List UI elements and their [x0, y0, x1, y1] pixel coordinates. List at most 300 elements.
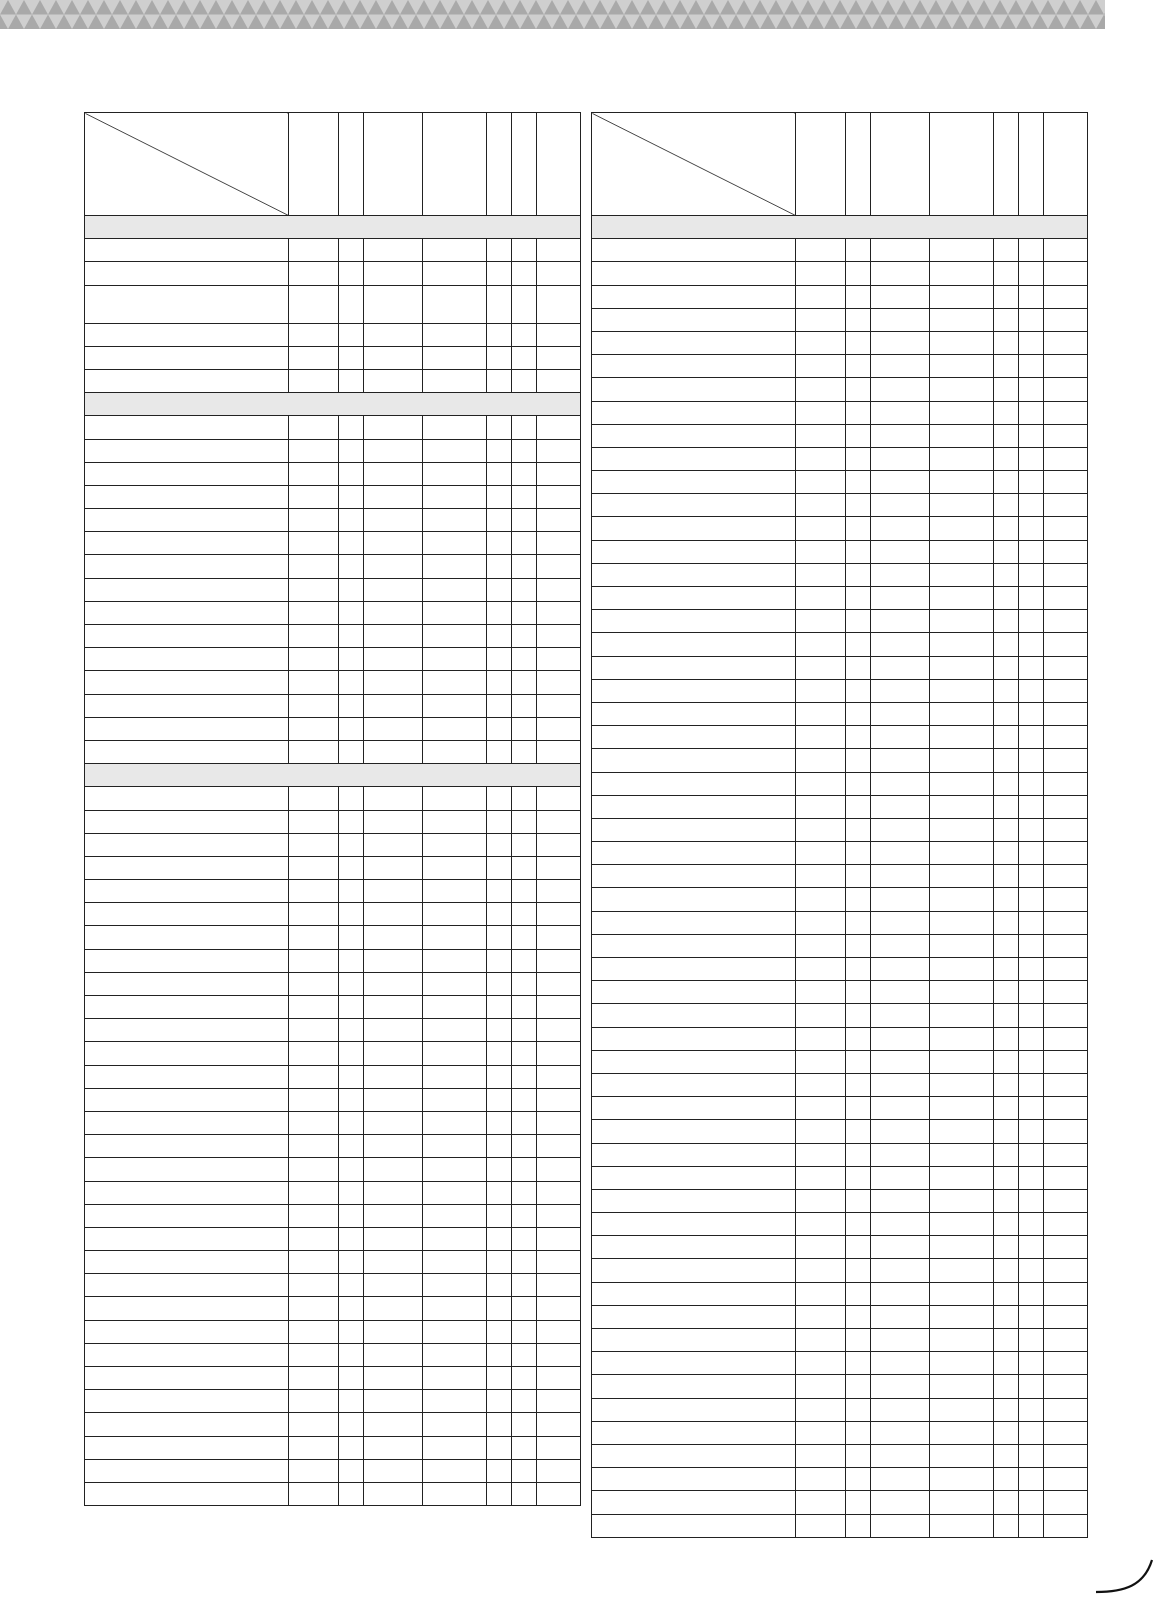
table-cell — [423, 903, 487, 926]
table-cell — [796, 911, 846, 934]
table-cell — [592, 795, 796, 818]
table-cell — [423, 694, 487, 717]
table-cell — [512, 717, 537, 740]
table-cell — [423, 1181, 487, 1204]
table-row — [85, 1413, 581, 1436]
table-cell — [796, 308, 846, 331]
table-cell — [1044, 355, 1088, 378]
table-cell — [423, 717, 487, 740]
table-cell — [423, 555, 487, 578]
table-cell — [796, 1073, 846, 1096]
table-cell — [1019, 540, 1044, 563]
table-cell — [537, 1065, 581, 1088]
table-cell — [85, 416, 289, 439]
table-cell — [423, 1320, 487, 1343]
table-cell — [85, 462, 289, 485]
table-cell — [85, 1204, 289, 1227]
table-row — [85, 1367, 581, 1390]
table-cell — [1019, 1097, 1044, 1120]
table-cell — [423, 1042, 487, 1065]
table-cell — [796, 1120, 846, 1143]
table-cell — [871, 656, 930, 679]
table-cell — [846, 517, 871, 540]
table-cell — [1044, 1143, 1088, 1166]
table-cell — [994, 587, 1019, 610]
table-cell — [871, 1050, 930, 1073]
table-cell — [1019, 1375, 1044, 1398]
table-cell — [512, 485, 537, 508]
table-cell — [85, 671, 289, 694]
table-cell — [487, 532, 512, 555]
header-cell — [994, 113, 1019, 216]
table-cell — [994, 471, 1019, 494]
table-cell — [512, 949, 537, 972]
table-cell — [796, 702, 846, 725]
table-cell — [930, 1259, 994, 1282]
table-cell — [512, 787, 537, 810]
table-cell — [871, 842, 930, 865]
table-cell — [592, 1166, 796, 1189]
table-cell — [423, 996, 487, 1019]
table-cell — [871, 726, 930, 749]
table-cell — [592, 447, 796, 470]
table-row — [592, 981, 1088, 1004]
table-cell — [994, 355, 1019, 378]
table-cell — [85, 239, 289, 262]
table-cell — [1019, 447, 1044, 470]
table-cell — [592, 656, 796, 679]
table-cell — [846, 262, 871, 285]
table-cell — [512, 856, 537, 879]
table-row — [592, 888, 1088, 911]
table-cell — [1044, 1352, 1088, 1375]
table-cell — [994, 1491, 1019, 1514]
table-cell — [846, 702, 871, 725]
table-cell — [1019, 934, 1044, 957]
table-cell — [1044, 1375, 1088, 1398]
table-cell — [512, 880, 537, 903]
table-cell — [1019, 842, 1044, 865]
table-cell — [930, 1166, 994, 1189]
table-cell — [289, 787, 339, 810]
table-cell — [423, 1135, 487, 1158]
table-row — [85, 740, 581, 763]
table-cell — [1044, 308, 1088, 331]
table-cell — [994, 1050, 1019, 1073]
table-cell — [871, 401, 930, 424]
table-row — [85, 903, 581, 926]
table-cell — [592, 772, 796, 795]
table-cell — [512, 285, 537, 323]
table-cell — [85, 485, 289, 508]
table-cell — [1019, 818, 1044, 841]
table-row — [85, 1482, 581, 1505]
table-cell — [796, 424, 846, 447]
table-cell — [339, 1042, 364, 1065]
table-cell — [487, 1042, 512, 1065]
table-cell — [512, 509, 537, 532]
table-cell — [289, 880, 339, 903]
table-cell — [487, 1436, 512, 1459]
table-row — [85, 1251, 581, 1274]
table-cell — [289, 1320, 339, 1343]
table-cell — [1019, 1050, 1044, 1073]
table-cell — [364, 625, 423, 648]
table-cell — [85, 787, 289, 810]
table-cell — [289, 601, 339, 624]
table-cell — [289, 1088, 339, 1111]
table-cell — [796, 1305, 846, 1328]
table-cell — [423, 926, 487, 949]
table-cell — [846, 1236, 871, 1259]
table-cell — [1044, 1050, 1088, 1073]
table-cell — [289, 1111, 339, 1134]
table-cell — [339, 369, 364, 392]
table-cell — [339, 880, 364, 903]
table-cell — [994, 239, 1019, 262]
table-cell — [512, 555, 537, 578]
table-cell — [339, 285, 364, 323]
table-cell — [364, 1297, 423, 1320]
table-cell — [846, 1491, 871, 1514]
table-cell — [846, 331, 871, 354]
table-cell — [994, 865, 1019, 888]
table-cell — [85, 1088, 289, 1111]
table-cell — [1019, 1120, 1044, 1143]
table-cell — [512, 810, 537, 833]
table-cell — [537, 439, 581, 462]
table-cell — [289, 1181, 339, 1204]
table-cell — [871, 1468, 930, 1491]
table-row — [85, 1019, 581, 1042]
table-cell — [537, 1274, 581, 1297]
table-cell — [592, 1444, 796, 1467]
table-cell — [423, 1367, 487, 1390]
table-cell — [85, 740, 289, 763]
table-cell — [1044, 1073, 1088, 1096]
table-cell — [512, 833, 537, 856]
table-cell — [930, 1189, 994, 1212]
table-cell — [487, 1274, 512, 1297]
table-cell — [592, 331, 796, 354]
table-cell — [796, 749, 846, 772]
table-cell — [339, 346, 364, 369]
table-cell — [592, 865, 796, 888]
table-cell — [423, 1088, 487, 1111]
table-row — [85, 323, 581, 346]
table-cell — [339, 1181, 364, 1204]
table-cell — [339, 1459, 364, 1482]
table-row — [592, 401, 1088, 424]
table-cell — [1019, 656, 1044, 679]
table-cell — [1044, 911, 1088, 934]
table-cell — [930, 842, 994, 865]
table-cell — [1044, 471, 1088, 494]
table-cell — [930, 517, 994, 540]
table-cell — [592, 1236, 796, 1259]
table-cell — [1044, 865, 1088, 888]
table-cell — [930, 818, 994, 841]
page-curl-icon — [1094, 1552, 1160, 1596]
table-cell — [871, 749, 930, 772]
table-cell — [994, 494, 1019, 517]
table-cell — [487, 1367, 512, 1390]
table-cell — [994, 656, 1019, 679]
table-row — [85, 1227, 581, 1250]
table-cell — [796, 772, 846, 795]
table-row — [592, 424, 1088, 447]
table-cell — [487, 285, 512, 323]
table-cell — [512, 1019, 537, 1042]
table-cell — [930, 540, 994, 563]
table-row — [592, 865, 1088, 888]
table-cell — [364, 532, 423, 555]
table-row — [592, 1189, 1088, 1212]
table-cell — [487, 462, 512, 485]
table-row — [85, 1436, 581, 1459]
table-cell — [537, 1181, 581, 1204]
table-cell — [537, 555, 581, 578]
table-cell — [339, 1204, 364, 1227]
table-cell — [994, 308, 1019, 331]
table-cell — [994, 1375, 1019, 1398]
table-cell — [871, 958, 930, 981]
table-cell — [592, 1329, 796, 1352]
table-cell — [846, 1398, 871, 1421]
table-cell — [364, 856, 423, 879]
table-cell — [339, 1019, 364, 1042]
table-cell — [85, 972, 289, 995]
table-cell — [364, 1065, 423, 1088]
table-row — [85, 1111, 581, 1134]
table-cell — [846, 1468, 871, 1491]
table-cell — [339, 1274, 364, 1297]
table-row — [592, 1236, 1088, 1259]
table-cell — [487, 1297, 512, 1320]
table-cell — [846, 1305, 871, 1328]
table-cell — [846, 679, 871, 702]
table-cell — [537, 1482, 581, 1505]
table-cell — [1019, 239, 1044, 262]
table-cell — [537, 239, 581, 262]
table-cell — [85, 1482, 289, 1505]
table-cell — [930, 865, 994, 888]
header-cell — [512, 113, 537, 216]
section-header-row — [85, 393, 581, 416]
table-cell — [289, 1436, 339, 1459]
table-cell — [85, 1413, 289, 1436]
table-cell — [1019, 1189, 1044, 1212]
table-cell — [339, 239, 364, 262]
table-row — [592, 1097, 1088, 1120]
table-cell — [1044, 610, 1088, 633]
table-cell — [994, 1166, 1019, 1189]
table-row — [592, 1305, 1088, 1328]
table-cell — [846, 633, 871, 656]
table-cell — [85, 996, 289, 1019]
table-cell — [994, 958, 1019, 981]
table-cell — [1019, 1444, 1044, 1467]
table-cell — [423, 671, 487, 694]
table-cell — [592, 726, 796, 749]
table-cell — [537, 1251, 581, 1274]
table-cell — [592, 285, 796, 308]
table-row — [592, 308, 1088, 331]
table-cell — [289, 1158, 339, 1181]
table-cell — [871, 633, 930, 656]
table-cell — [846, 1097, 871, 1120]
table-cell — [512, 1181, 537, 1204]
table-cell — [592, 424, 796, 447]
table-cell — [423, 1019, 487, 1042]
table-cell — [871, 1004, 930, 1027]
right-grid-table — [591, 112, 1088, 1538]
table-cell — [423, 949, 487, 972]
table-cell — [339, 1390, 364, 1413]
table-cell — [339, 1482, 364, 1505]
table-cell — [930, 447, 994, 470]
table-cell — [1044, 239, 1088, 262]
table-cell — [871, 1305, 930, 1328]
table-cell — [85, 1181, 289, 1204]
table-cell — [364, 1088, 423, 1111]
table-cell — [487, 787, 512, 810]
table-cell — [289, 671, 339, 694]
table-cell — [512, 648, 537, 671]
table-cell — [339, 1065, 364, 1088]
table-cell — [537, 369, 581, 392]
table-cell — [537, 1158, 581, 1181]
table-cell — [289, 1297, 339, 1320]
table-row — [592, 1027, 1088, 1050]
table-cell — [423, 972, 487, 995]
table-cell — [339, 671, 364, 694]
table-cell — [364, 601, 423, 624]
table-cell — [364, 648, 423, 671]
table-row — [85, 532, 581, 555]
table-row — [85, 949, 581, 972]
table-cell — [364, 346, 423, 369]
table-cell — [846, 1050, 871, 1073]
table-cell — [1019, 865, 1044, 888]
table-cell — [592, 749, 796, 772]
table-row — [592, 1050, 1088, 1073]
table-cell — [592, 842, 796, 865]
table-cell — [796, 865, 846, 888]
table-cell — [796, 239, 846, 262]
table-cell — [994, 726, 1019, 749]
table-cell — [796, 1352, 846, 1375]
table-cell — [423, 416, 487, 439]
table-cell — [846, 378, 871, 401]
table-cell — [1019, 517, 1044, 540]
table-cell — [423, 485, 487, 508]
table-row — [592, 702, 1088, 725]
table-cell — [537, 856, 581, 879]
table-cell — [512, 346, 537, 369]
table-cell — [289, 1367, 339, 1390]
table-cell — [930, 633, 994, 656]
table-cell — [1019, 1236, 1044, 1259]
table-cell — [537, 1436, 581, 1459]
table-cell — [930, 679, 994, 702]
table-cell — [994, 1004, 1019, 1027]
table-row — [592, 656, 1088, 679]
table-cell — [1044, 1305, 1088, 1328]
table-row — [592, 1166, 1088, 1189]
table-row — [85, 856, 581, 879]
table-cell — [930, 331, 994, 354]
table-cell — [512, 369, 537, 392]
table-row — [85, 1158, 581, 1181]
table-cell — [994, 679, 1019, 702]
table-cell — [537, 810, 581, 833]
table-cell — [85, 1390, 289, 1413]
table-cell — [364, 555, 423, 578]
table-cell — [512, 239, 537, 262]
table-cell — [339, 810, 364, 833]
table-cell — [994, 447, 1019, 470]
table-cell — [592, 587, 796, 610]
table-cell — [796, 401, 846, 424]
table-cell — [289, 323, 339, 346]
table-cell — [930, 1398, 994, 1421]
table-cell — [994, 331, 1019, 354]
table-cell — [85, 323, 289, 346]
table-cell — [364, 369, 423, 392]
table-cell — [339, 1227, 364, 1250]
table-cell — [487, 949, 512, 972]
table-cell — [364, 1436, 423, 1459]
table-cell — [85, 1297, 289, 1320]
table-cell — [289, 972, 339, 995]
table-cell — [364, 1482, 423, 1505]
table-cell — [930, 587, 994, 610]
table-row — [592, 1143, 1088, 1166]
table-cell — [846, 355, 871, 378]
table-cell — [994, 749, 1019, 772]
table-cell — [796, 679, 846, 702]
table-cell — [364, 1367, 423, 1390]
table-cell — [364, 578, 423, 601]
table-cell — [994, 517, 1019, 540]
table-cell — [423, 285, 487, 323]
table-cell — [487, 694, 512, 717]
table-cell — [85, 926, 289, 949]
table-cell — [423, 1482, 487, 1505]
table-cell — [487, 323, 512, 346]
table-cell — [487, 1181, 512, 1204]
table-row — [85, 694, 581, 717]
table-cell — [339, 555, 364, 578]
table-cell — [930, 1329, 994, 1352]
table-cell — [796, 818, 846, 841]
table-cell — [85, 648, 289, 671]
table-cell — [846, 958, 871, 981]
table-cell — [537, 926, 581, 949]
table-cell — [537, 949, 581, 972]
table-cell — [994, 1120, 1019, 1143]
table-cell — [85, 856, 289, 879]
table-cell — [487, 810, 512, 833]
table-cell — [994, 981, 1019, 1004]
table-cell — [85, 1158, 289, 1181]
table-header-row — [592, 113, 1088, 216]
table-cell — [487, 1227, 512, 1250]
table-cell — [930, 772, 994, 795]
section-cell — [85, 393, 581, 416]
table-cell — [364, 323, 423, 346]
